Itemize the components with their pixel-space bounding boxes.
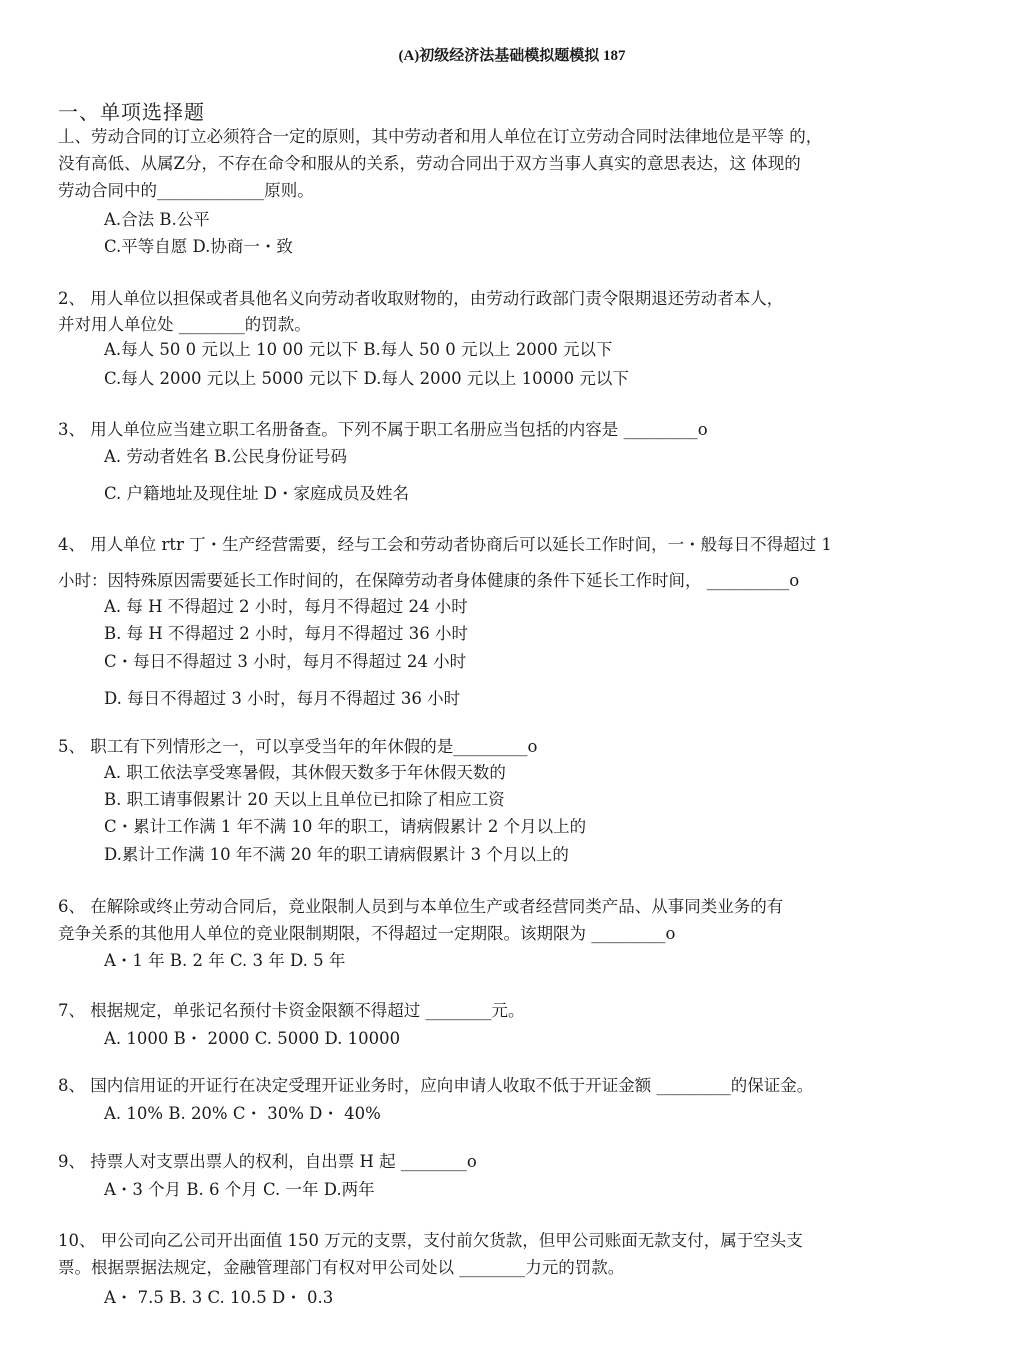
question-3-options-line-1: A. 劳动者姓名 B.公民身份证号码 (104, 447, 348, 466)
question-9-options-line-1: A・3 个月 B. 6 个月 C. 一年 D.两年 (104, 1180, 375, 1199)
question-4-stem-line-2: 小时：因特殊原因需要延长工作时间的，在保障劳动者身体健康的条件下延长工作时间， __________o (58, 571, 800, 590)
question-10-options-line-1: A・ 7.5 B. 3 C. 10.5 D・ 0.3 (104, 1288, 334, 1307)
section-heading: 一、单项选择题 (58, 100, 205, 124)
question-4-options-line-2: B. 每 H 不得超过 2 小时，每月不得超过 36 小时 (104, 624, 468, 643)
question-10-stem-line-1: 10、 甲公司向乙公司开出面值 150 万元的支票，支付前欠货款，但甲公司账面无款支付，属于空头支 (58, 1231, 803, 1250)
question-2-stem-line-1: 2、 用人单位以担保或者具他名义向劳动者收取财物的，由劳动行政部门责令限期退还劳动者本人， (58, 289, 784, 308)
question-4-options-line-1: A. 每 H 不得超过 2 小时，每月不得超过 24 小时 (104, 597, 468, 616)
question-1-stem-line-3: 劳动合同中的_____________原则。 (58, 181, 314, 200)
question-1-stem-line-1: 丄、劳动合同的订立必须符合一定的原则，其中劳动者和用人单位在订立劳动合同时法律地位是平等 的， (58, 127, 823, 146)
document-title: (A)初级经济法基础模拟题模拟 187 (398, 48, 626, 64)
question-10-stem-line-2: 票。根据票据法规定，金融管理部门有权对甲公司处以 ________力元的罚款。 (58, 1258, 625, 1277)
question-2-stem-line-2: 并对用人单位处 ________的罚款。 (58, 315, 311, 334)
question-1-options-line-2: C.平等自愿 D.协商一・致 (104, 237, 293, 256)
question-5-options-line-2: B. 职工请事假累计 20 天以上且单位已扣除了相应工资 (104, 790, 505, 809)
question-2-options-line-2: C.每人 2000 元以上 5000 元以下 D.每人 2000 元以上 10000 元以下 (104, 369, 629, 388)
question-4-options-line-4: D. 每日不得超过 3 小时，每月不得超过 36 小时 (104, 689, 461, 708)
question-2-options-line-1: A.每人 50 0 元以上 10 00 元以下 B.每人 50 0 元以上 2000 元以下 (104, 340, 613, 359)
question-4-stem-line-1: 4、 用人单位 rtr 丁・生产经营需要，经与工会和劳动者协商后可以延长工作时间，一・般每日不得超过 1 (58, 535, 832, 554)
question-3-stem-line-1: 3、 用人单位应当建立职工名册备查。下列不属于职工名册应当包括的内容是 _________o (58, 420, 708, 439)
question-4-options-line-3: C・每日不得超过 3 小时，每月不得超过 24 小时 (104, 652, 467, 671)
question-5-stem-line-1: 5、 职工有下列情形之一，可以享受当年的年休假的是_________o (58, 737, 538, 756)
question-6-stem-line-1: 6、 在解除或终止劳动合同后，竞业限制人员到与本单位生产或者经营同类产品、从事同类业务的有 (58, 897, 784, 916)
question-7-stem-line-1: 7、 根据规定，单张记名预付卡资金限额不得超过 ________元。 (58, 1001, 525, 1020)
question-6-stem-line-2: 竞争关系的其他用人单位的竞业限制期限，不得超过一定期限。该期限为 _________o (58, 924, 676, 943)
question-3-options-line-2: C. 户籍地址及现住址 D・家庭成员及姓名 (104, 484, 410, 503)
question-8-options-line-1: A. 10% B. 20% C・ 30% D・ 40% (104, 1104, 381, 1123)
question-1-options-line-1: A.合法 B.公平 (104, 210, 210, 229)
question-6-options-line-1: A・1 年 B. 2 年 C. 3 年 D. 5 年 (104, 951, 346, 970)
question-8-stem-line-1: 8、 国内信用证的开证行在决定受理开证业务时，应向申请人收取不低于开证金额 _________的保证金。 (58, 1076, 814, 1095)
question-9-stem-line-1: 9、 持票人对支票出票人的权利，自出票 H 起 ________o (58, 1152, 477, 1171)
question-1-stem-line-2: 没有高低、从属Z分，不存在命令和服从的关系，劳动合同出于双方当事人真实的意思表达，这 体现的 (58, 154, 801, 173)
question-5-options-line-1: A. 职工依法享受寒暑假，其休假天数多于年休假天数的 (104, 763, 506, 782)
question-5-options-line-4: D.累计工作满 10 年不满 20 年的职工请病假累计 3 个月以上的 (104, 845, 569, 864)
question-7-options-line-1: A. 1000 B・ 2000 C. 5000 D. 10000 (104, 1029, 401, 1048)
question-5-options-line-3: C・累计工作满 1 年不满 10 年的职工，请病假累计 2 个月以上的 (104, 817, 587, 836)
